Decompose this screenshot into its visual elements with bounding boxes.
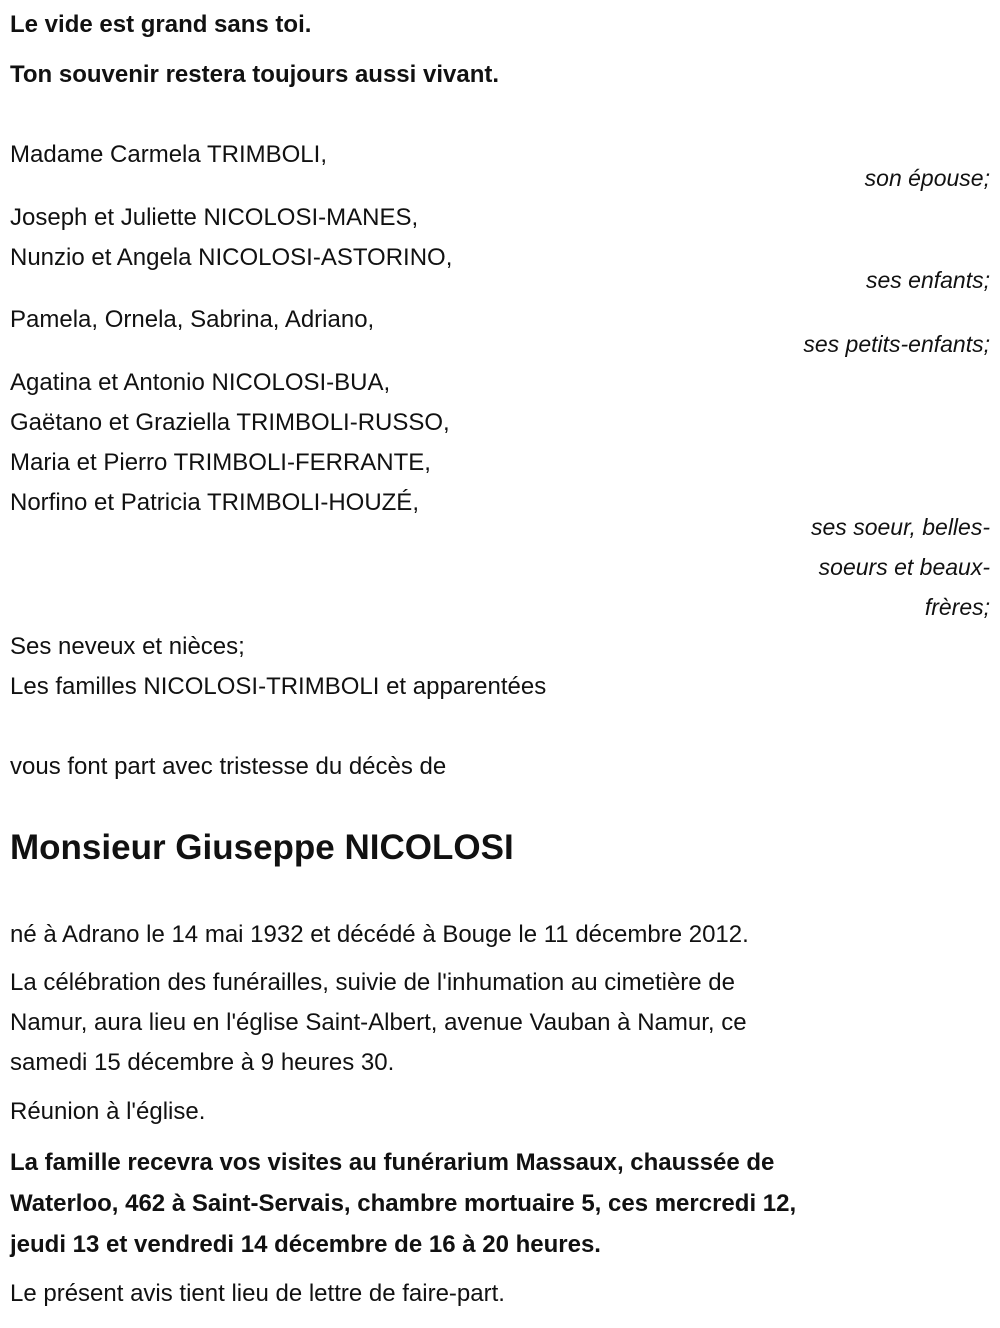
child-name: Joseph et Juliette NICOLOSI-MANES, (10, 204, 419, 231)
grandchildren-names: Pamela, Ornela, Sabrina, Adriano, (10, 306, 375, 333)
spouse-name: Madame Carmela TRIMBOLI, (10, 141, 327, 168)
siblings-relation: soeurs et beaux- (818, 554, 990, 580)
ceremony-line: Namur, aura lieu en l'église Saint-Albert, avenue Vauban à Namur, ce (10, 1009, 747, 1036)
spouse-relation: son épouse; (864, 165, 990, 191)
epitaph-line: Le vide est grand sans toi. (10, 11, 312, 38)
announcement: vous font part avec tristesse du décès de (10, 753, 447, 780)
ceremony-line: La célébration des funérailles, suivie de l'inhumation au cimetière de (10, 969, 736, 996)
children-relation: ses enfants; (865, 267, 990, 293)
visits-line: jeudi 13 et vendredi 14 décembre de 16 à 20 heures. (10, 1231, 601, 1258)
ceremony-line: samedi 15 décembre à 9 heures 30. (10, 1049, 395, 1076)
visits-line: La famille recevra vos visites au funérarium Massaux, chaussée de (10, 1149, 775, 1176)
child-name: Nunzio et Angela NICOLOSI-ASTORINO, (10, 244, 453, 271)
sibling-name: Maria et Pierro TRIMBOLI-FERRANTE, (10, 449, 431, 476)
meeting: Réunion à l'église. (10, 1098, 206, 1125)
sibling-name: Gaëtano et Graziella TRIMBOLI-RUSSO, (10, 409, 450, 436)
epitaph-line: Ton souvenir restera toujours aussi vivant. (10, 61, 500, 88)
siblings-relation: frères; (924, 594, 990, 620)
sibling-name: Agatina et Antonio NICOLOSI-BUA, (10, 369, 391, 396)
others-line: Les familles NICOLOSI-TRIMBOLI et apparentées (10, 673, 547, 700)
birth-death: né à Adrano le 14 mai 1932 et décédé à Bouge le 11 décembre 2012. (10, 921, 749, 948)
closing-note: Le présent avis tient lieu de lettre de faire-part. (10, 1280, 505, 1307)
siblings-relation: ses soeur, belles- (811, 514, 990, 540)
sibling-name: Norfino et Patricia TRIMBOLI-HOUZÉ, (10, 489, 419, 516)
grandchildren-relation: ses petits-enfants; (803, 331, 990, 357)
deceased-name: Monsieur Giuseppe NICOLOSI (10, 828, 514, 867)
visits-line: Waterloo, 462 à Saint-Servais, chambre mortuaire 5, ces mercredi 12, (10, 1190, 797, 1217)
others-line: Ses neveux et nièces; (10, 633, 245, 660)
